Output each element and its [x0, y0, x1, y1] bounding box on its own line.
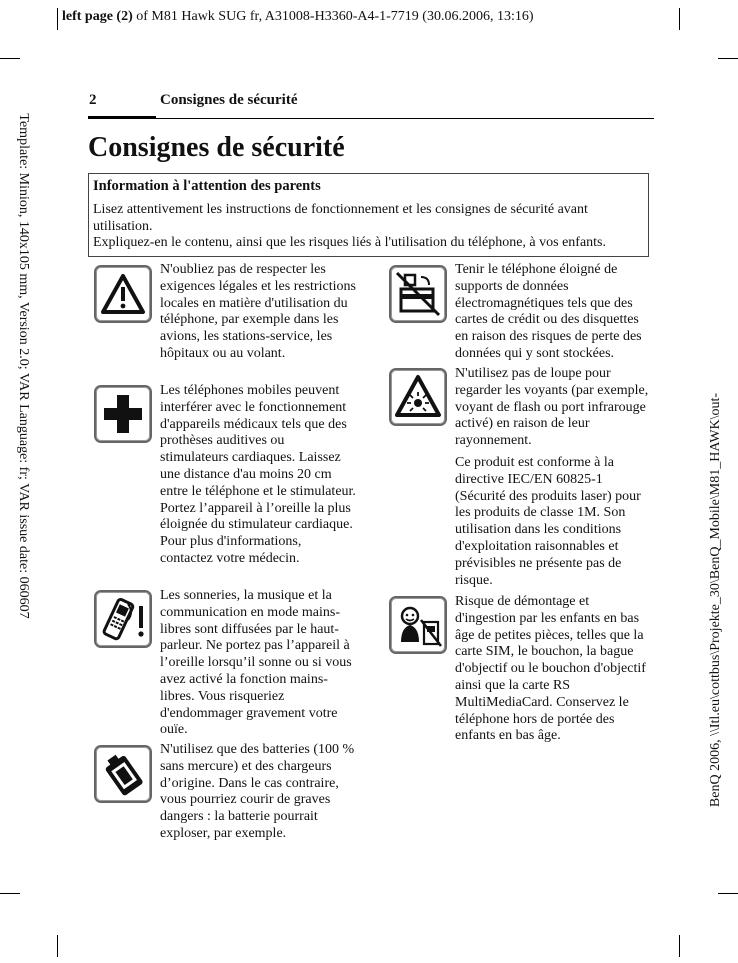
crop-mark [57, 935, 58, 957]
crop-mark [679, 935, 680, 957]
crop-mark [57, 8, 58, 30]
safety-text-regulations: N'oubliez pas de respecter les exigences légales et les restrictions locales en matière d'utilisation du téléphone, par exemple dans les avions, les stations-service, les hôpitaux ou au volant. [160, 262, 356, 361]
warning-triangle-icon [94, 265, 152, 323]
safety-text-battery: N'utilisez que des batteries (100 % sans mercure) et des chargeurs d’origine. Dans le cas contraire, vous pourriez courir de graves dangers : la batterie pourrait exploser, par exemple. [160, 742, 355, 841]
info-box-line1: Lisez attentivement les instructions de fonctionnement et les consignes de sécurité avant utilisation. [93, 202, 588, 234]
battery-icon [94, 745, 152, 803]
crop-mark [679, 8, 680, 30]
page-number: 2 [89, 92, 97, 108]
no-magnetic-card-icon [389, 265, 447, 323]
medical-cross-icon [94, 385, 152, 443]
print-slug-page: left page (2) [62, 9, 133, 24]
crop-mark [0, 893, 20, 894]
loud-phone-icon [94, 590, 152, 648]
info-box-line2: Expliquez-en le contenu, ainsi que les risques liés à l'utilisation du téléphone, à vos enfants. [93, 235, 607, 250]
child-hazard-icon [389, 596, 447, 654]
header-rule [88, 118, 654, 119]
page-title: Consignes de sécurité [88, 132, 345, 163]
crop-mark [718, 58, 738, 59]
parents-info-box [88, 173, 649, 257]
print-slug-info: of M81 Hawk SUG fr, A31008-H3360-A4-1-7719 (30.06.2006, 13:16) [132, 9, 534, 24]
crop-mark [718, 893, 738, 894]
info-box-title: Information à l'attention des parents [93, 178, 321, 194]
running-header-title: Consignes de sécurité [160, 92, 298, 108]
safety-text-laser: N'utilisez pas de loupe pour regarder les voyants (par exemple, voyant de flash ou port infrarouge activé) en raison de leur rayonnement. [455, 366, 649, 449]
file-path-vertical: BenQ 2006, \\Itl.eu\cottbus\Projekte_30\BenQ_Mobile\M81_HAWK\out- [708, 392, 723, 808]
safety-text-laser-compliance: Ce produit est conforme à la directive IEC/EN 60825-1 (Sécurité des produits laser) pour les produits de classe 1M. Son utilisation dans les conditions d'exploitation raisonnables et prévisibles ne présente pas de risque. [455, 455, 641, 588]
print-slug [62, 9, 534, 25]
safety-text-loudspeaker: Les sonneries, la musique et la communication en mode mains-libres sont diffusées par le haut-parleur. Ne portez pas l’appareil à l’oreille lorsqu’il sonne ou si vous avez activé la fonction mains-libres. Vous risqueriez d'endommager gravement votre ouïe. [160, 588, 352, 738]
laser-warning-icon [389, 368, 447, 426]
template-info-vertical: Template: Minion, 140x105 mm, Version 2.0; VAR Language: fr; VAR issue date: 060607 [16, 113, 31, 619]
safety-text-magnetic: Tenir le téléphone éloigné de supports de données électromagnétiques tels que des cartes de crédit ou des disquettes en raison des risques de perte des données qui y sont stockées. [455, 262, 642, 361]
safety-text-medical: Les téléphones mobiles peuvent interférer avec le fonctionnement d'appareils médicaux tels que des prothèses auditives ou stimulateurs cardiaques. Laissez une distance d'au moins 20 cm entre le téléphone et le stimulateur. Portez l’appareil à l’oreille la plus éloignée du stimulateur cardiaque. Pour plus d'informations, contactez votre médecin. [160, 383, 356, 566]
crop-mark [0, 58, 20, 59]
info-box-text [93, 202, 645, 252]
safety-text-children: Risque de démontage et d'ingestion par les enfants en bas âge de petites pièces, telles que la carte SIM, le bouchon, la bague d'objectif ou le bouchon d'objectif ainsi que la carte RS MultiMediaCard. Conservez le téléphone hors de portée des enfants en bas âge. [455, 594, 646, 744]
